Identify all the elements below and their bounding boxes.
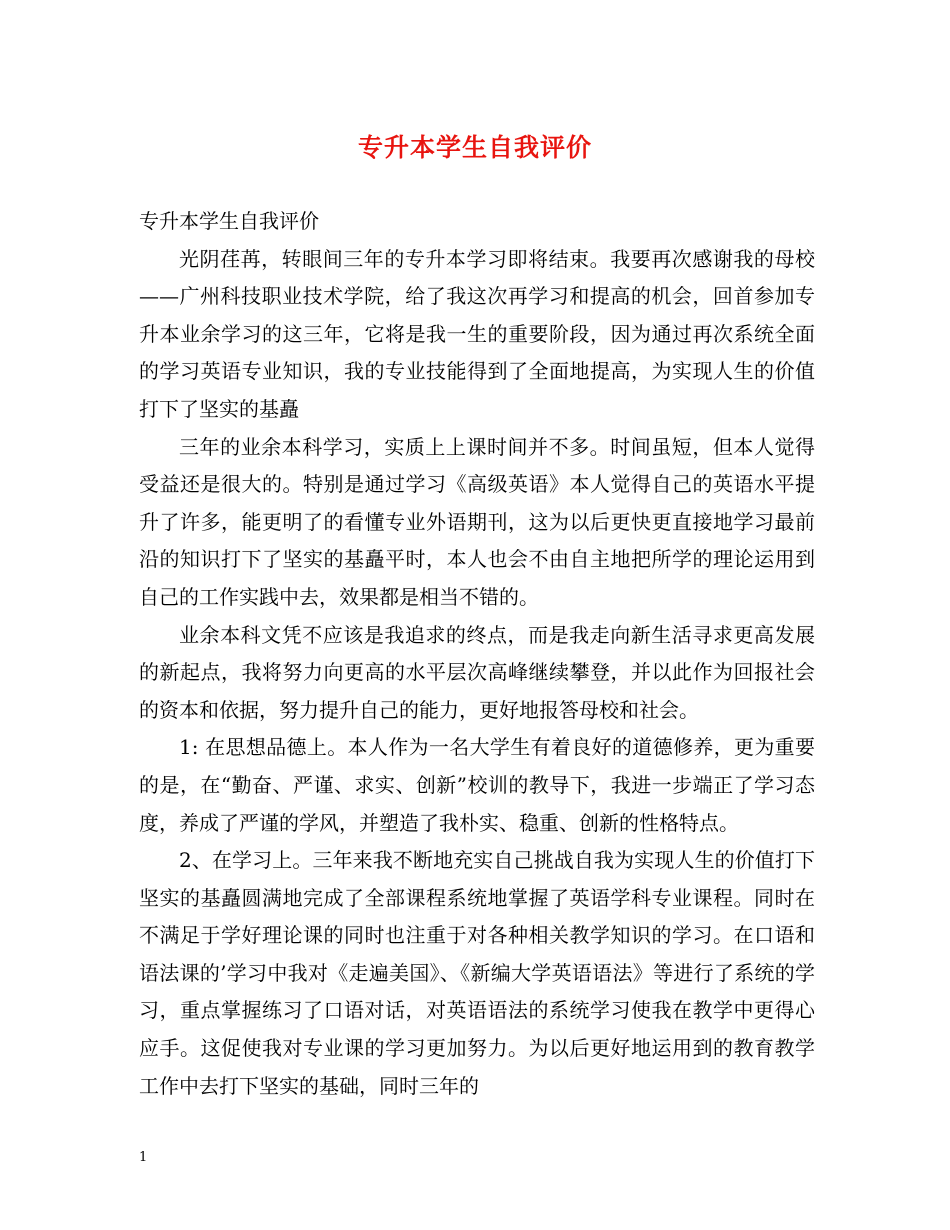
document-body [139, 203, 815, 1105]
document-subtitle: 专升本学生自我评价 [139, 209, 319, 233]
paragraph-morality: 1: 在思想品德上。本人作为一名大学生有着良好的道德修养，更为重要的是，在“勤奋、严谨、求实、创新”校训的教导下，我进一步端正了学习态度，养成了严谨的学风，并塑造了我朴实、稳重、创新的性格特点。 [139, 735, 815, 835]
paragraph-learning: 2、在学习上。三年来我不断地充实自己挑战自我为实现人生的价值打下坚实的基矗圆满地完成了全部课程系统地掌握了英语学科专业课程。同时在不满足于学好理论课的同时也注重于对各种相关教学知识的学习。在口语和语法课的’学习中我对《走遍美国》、《新编大学英语语法》等进行了系统的学习，重点掌握练习了口语对话，对英语语法的系统学习使我在教学中更得心应手。这促使我对专业课的学习更加努力。为以后更好地运用到的教育教学工作中去打下坚实的基础，同时三年的 [139, 848, 815, 1098]
paragraph-goal: 业余本科文凭不应该是我追求的终点，而是我走向新生活寻求更高发展的新起点，我将努力向更高的水平层次高峰继续攀登，并以此作为回报社会的资本和依据，努力提升自己的能力，更好地报答母校和社会。 [139, 622, 815, 722]
document-title: 专升本学生自我评价 [357, 133, 592, 162]
paragraph-intro: 光阴荏苒，转眼间三年的专升本学习即将结束。我要再次感谢我的母校——广州科技职业技术学院，给了我这次再学习和提高的机会，回首参加专升本业余学习的这三年，它将是我一生的重要阶段，因为通过再次系统全面的学习英语专业知识，我的专业技能得到了全面地提高，为实现人生的价值打下了坚实的基矗 [139, 246, 815, 421]
paragraph-study: 三年的业余本科学习，实质上上课时间并不多。时间虽短，但本人觉得受益还是很大的。特别是通过学习《高级英语》本人觉得自己的英语水平提升了许多，能更明了的看懂专业外语期刊，这为以后更快更直接地学习最前沿的知识打下了坚实的基矗平时，本人也会不由自主地把所学的理论运用到自己的工作实践中去，效果都是相当不错的。 [139, 434, 815, 609]
page-number: 1 [139, 1150, 148, 1165]
